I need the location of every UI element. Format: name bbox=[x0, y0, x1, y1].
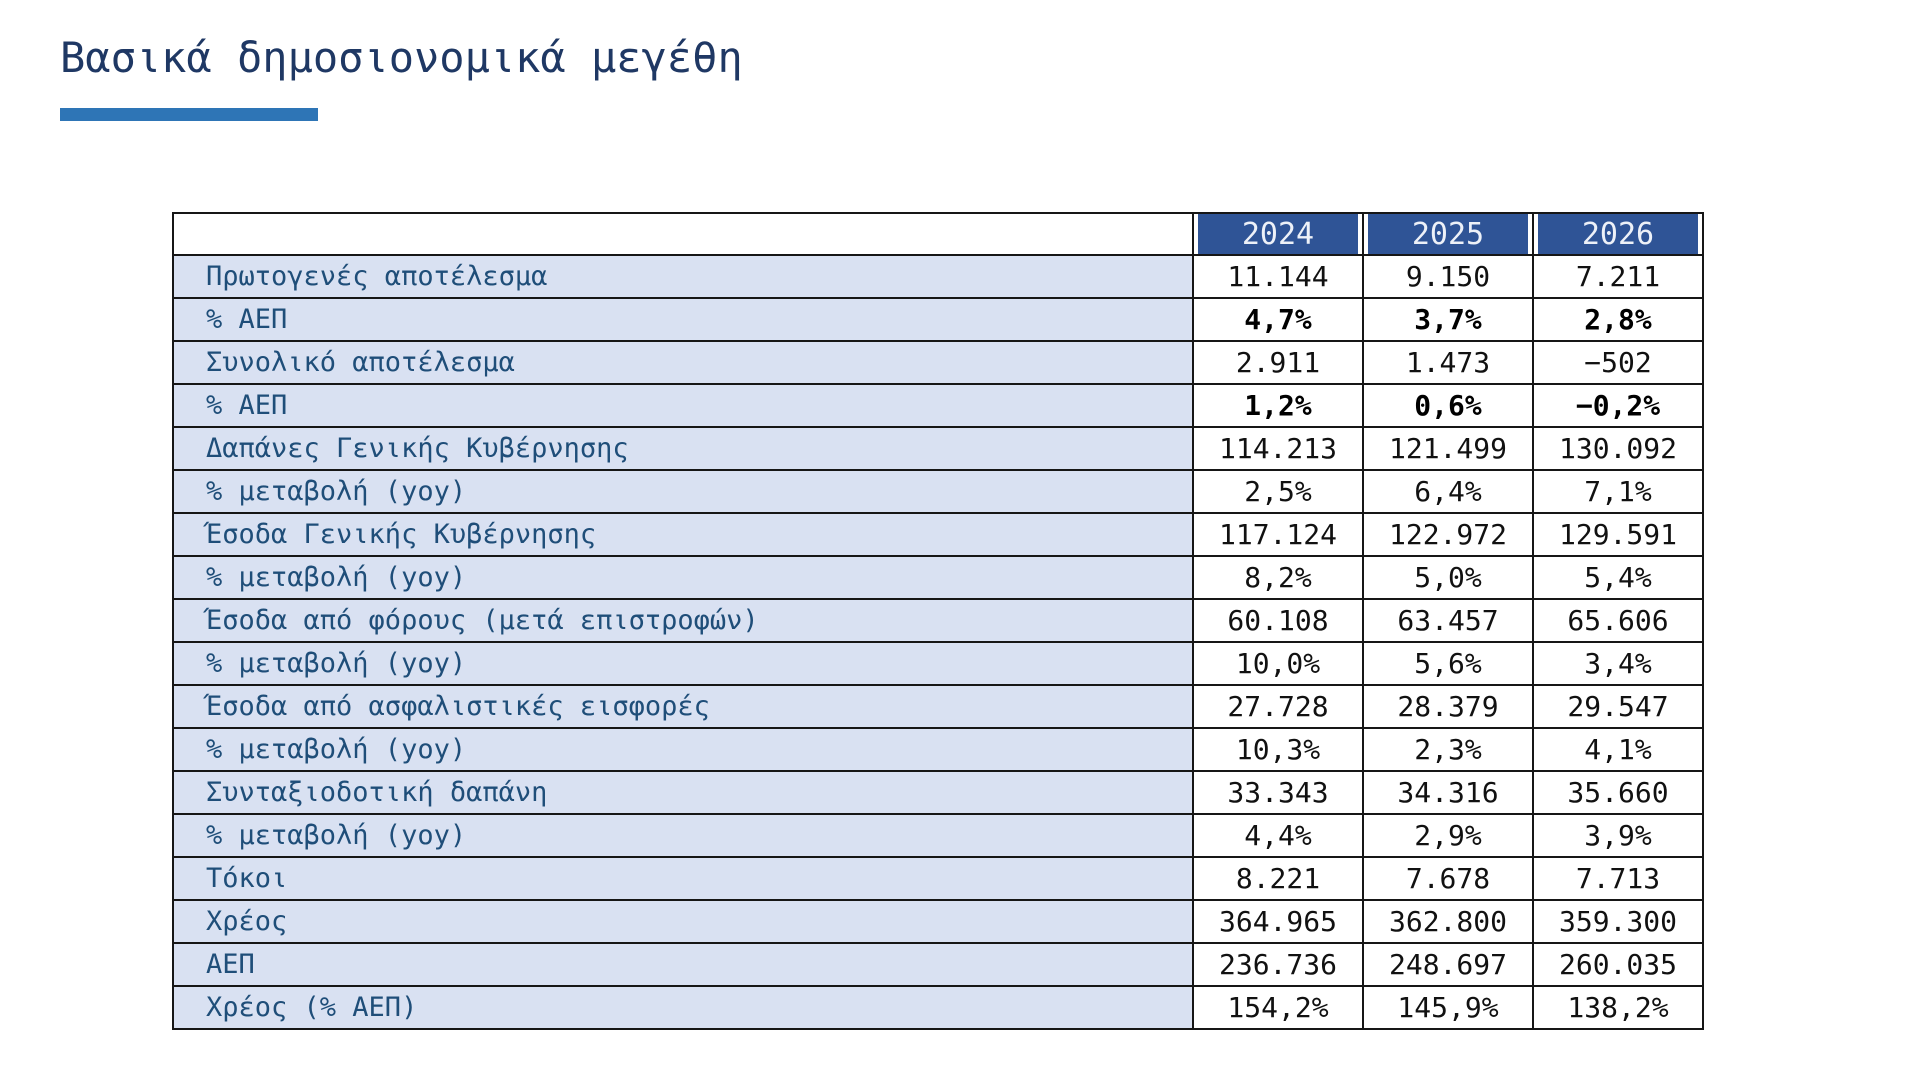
row-value: 28.379 bbox=[1363, 685, 1533, 728]
row-value: 1,2% bbox=[1193, 384, 1363, 427]
row-label: Χρέος (% ΑΕΠ) bbox=[173, 986, 1193, 1029]
table-row bbox=[173, 642, 1703, 685]
row-value: 7.211 bbox=[1533, 255, 1703, 298]
row-label: Δαπάνες Γενικής Κυβέρνησης bbox=[173, 427, 1193, 470]
year-column-header: 2024 bbox=[1193, 213, 1363, 255]
table-row bbox=[173, 341, 1703, 384]
row-value: 65.606 bbox=[1533, 599, 1703, 642]
page-title: Βασικά δημοσιονομικά μεγέθη bbox=[60, 33, 743, 82]
row-value: 248.697 bbox=[1363, 943, 1533, 986]
row-value: 2.911 bbox=[1193, 341, 1363, 384]
row-value: 8,2% bbox=[1193, 556, 1363, 599]
row-label: Έσοδα από φόρους (μετά επιστροφών) bbox=[173, 599, 1193, 642]
row-value: 29.547 bbox=[1533, 685, 1703, 728]
row-label: % ΑΕΠ bbox=[173, 384, 1193, 427]
table-row bbox=[173, 599, 1703, 642]
row-label: Τόκοι bbox=[173, 857, 1193, 900]
table-row bbox=[173, 771, 1703, 814]
row-value: 60.108 bbox=[1193, 599, 1363, 642]
row-label: Έσοδα από ασφαλιστικές εισφορές bbox=[173, 685, 1193, 728]
row-value: 122.972 bbox=[1363, 513, 1533, 556]
row-value: 154,2% bbox=[1193, 986, 1363, 1029]
row-value: 9.150 bbox=[1363, 255, 1533, 298]
row-value: 33.343 bbox=[1193, 771, 1363, 814]
row-label: Έσοδα Γενικής Κυβέρνησης bbox=[173, 513, 1193, 556]
row-value: 0,6% bbox=[1363, 384, 1533, 427]
row-value: 362.800 bbox=[1363, 900, 1533, 943]
table-row bbox=[173, 900, 1703, 943]
table-row bbox=[173, 470, 1703, 513]
table-body bbox=[173, 255, 1703, 1029]
row-value: 129.591 bbox=[1533, 513, 1703, 556]
row-value: 2,3% bbox=[1363, 728, 1533, 771]
row-label: % μεταβολή (yoy) bbox=[173, 642, 1193, 685]
table-row bbox=[173, 943, 1703, 986]
fiscal-figures-table bbox=[172, 212, 1704, 1030]
table-row bbox=[173, 427, 1703, 470]
row-value: 3,7% bbox=[1363, 298, 1533, 341]
table-row bbox=[173, 513, 1703, 556]
table-row bbox=[173, 728, 1703, 771]
row-label: Συνολικό αποτέλεσμα bbox=[173, 341, 1193, 384]
row-label: % μεταβολή (yoy) bbox=[173, 728, 1193, 771]
table-row bbox=[173, 857, 1703, 900]
row-value: 11.144 bbox=[1193, 255, 1363, 298]
row-value: 5,4% bbox=[1533, 556, 1703, 599]
row-value: −0,2% bbox=[1533, 384, 1703, 427]
row-label: % ΑΕΠ bbox=[173, 298, 1193, 341]
row-value: 3,4% bbox=[1533, 642, 1703, 685]
year-column-header: 2026 bbox=[1533, 213, 1703, 255]
row-value: 4,4% bbox=[1193, 814, 1363, 857]
row-value: 35.660 bbox=[1533, 771, 1703, 814]
table-header bbox=[173, 213, 1703, 255]
row-value: 4,1% bbox=[1533, 728, 1703, 771]
row-label: Πρωτογενές αποτέλεσμα bbox=[173, 255, 1193, 298]
table-corner-cell bbox=[173, 213, 1193, 255]
row-value: 5,6% bbox=[1363, 642, 1533, 685]
row-label: % μεταβολή (yoy) bbox=[173, 556, 1193, 599]
row-value: 130.092 bbox=[1533, 427, 1703, 470]
row-value: 27.728 bbox=[1193, 685, 1363, 728]
row-label: % μεταβολή (yoy) bbox=[173, 814, 1193, 857]
row-value: 5,0% bbox=[1363, 556, 1533, 599]
table-header-row bbox=[173, 213, 1703, 255]
table-row bbox=[173, 556, 1703, 599]
row-value: 7.678 bbox=[1363, 857, 1533, 900]
row-value: 10,3% bbox=[1193, 728, 1363, 771]
row-value: 8.221 bbox=[1193, 857, 1363, 900]
row-value: 2,8% bbox=[1533, 298, 1703, 341]
row-value: 4,7% bbox=[1193, 298, 1363, 341]
table-row bbox=[173, 298, 1703, 341]
row-value: 117.124 bbox=[1193, 513, 1363, 556]
row-value: 236.736 bbox=[1193, 943, 1363, 986]
row-value: 7,1% bbox=[1533, 470, 1703, 513]
row-label: % μεταβολή (yoy) bbox=[173, 470, 1193, 513]
row-value: 138,2% bbox=[1533, 986, 1703, 1029]
title-underline-bar bbox=[60, 108, 318, 121]
row-value: 145,9% bbox=[1363, 986, 1533, 1029]
table-row bbox=[173, 685, 1703, 728]
row-value: 63.457 bbox=[1363, 599, 1533, 642]
row-value: 2,5% bbox=[1193, 470, 1363, 513]
row-value: 34.316 bbox=[1363, 771, 1533, 814]
row-label: Χρέος bbox=[173, 900, 1193, 943]
table-row bbox=[173, 255, 1703, 298]
row-value: 121.499 bbox=[1363, 427, 1533, 470]
table-row bbox=[173, 814, 1703, 857]
row-value: 2,9% bbox=[1363, 814, 1533, 857]
row-value: −502 bbox=[1533, 341, 1703, 384]
table-row bbox=[173, 986, 1703, 1029]
row-label: ΑΕΠ bbox=[173, 943, 1193, 986]
row-label: Συνταξιοδοτική δαπάνη bbox=[173, 771, 1193, 814]
row-value: 3,9% bbox=[1533, 814, 1703, 857]
year-column-header: 2025 bbox=[1363, 213, 1533, 255]
row-value: 260.035 bbox=[1533, 943, 1703, 986]
row-value: 6,4% bbox=[1363, 470, 1533, 513]
row-value: 1.473 bbox=[1363, 341, 1533, 384]
row-value: 10,0% bbox=[1193, 642, 1363, 685]
row-value: 7.713 bbox=[1533, 857, 1703, 900]
row-value: 114.213 bbox=[1193, 427, 1363, 470]
table-row bbox=[173, 384, 1703, 427]
row-value: 364.965 bbox=[1193, 900, 1363, 943]
row-value: 359.300 bbox=[1533, 900, 1703, 943]
